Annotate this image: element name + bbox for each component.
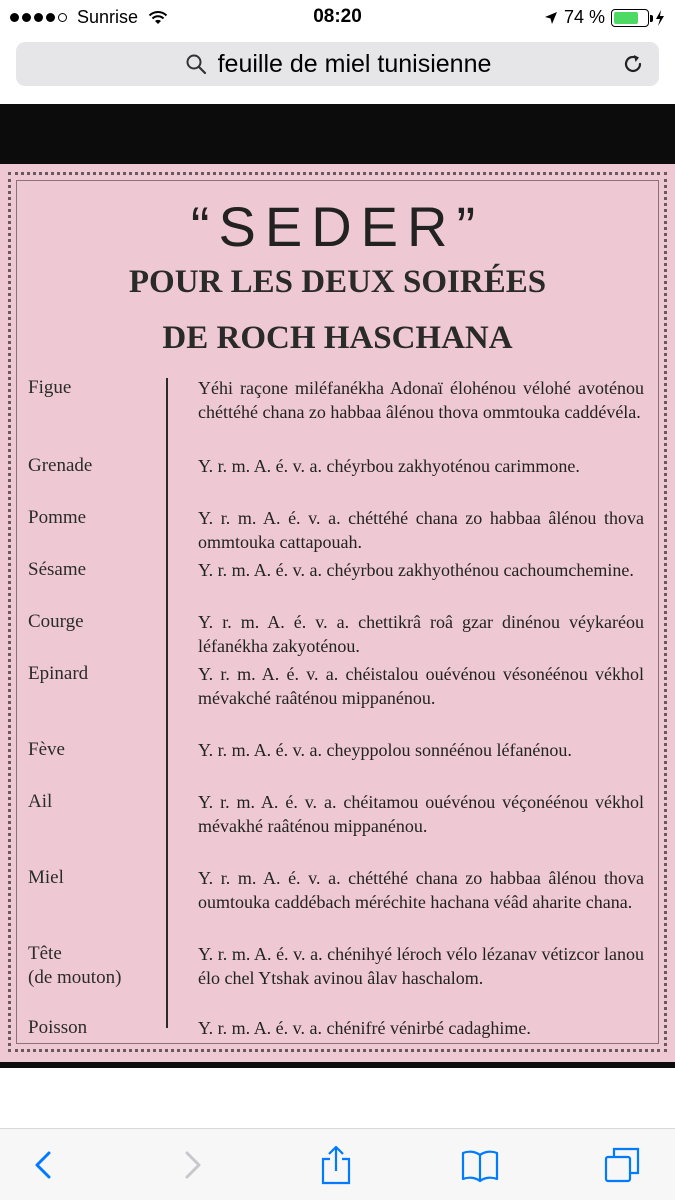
forward-icon[interactable] — [172, 1145, 212, 1185]
book-icon[interactable] — [460, 1145, 500, 1185]
column-divider — [166, 378, 168, 1028]
row-text: Y. r. m. A. é. v. a. chéitamou ouévénou véçonéénou vékhol mévakhé raâténou mippanénou. — [198, 792, 644, 836]
address-bar[interactable] — [16, 42, 659, 86]
battery-icon — [611, 9, 649, 27]
row-label: Tête (de mouton) — [28, 943, 122, 988]
status-time: 08:20 — [313, 6, 362, 27]
charging-bolt-icon — [655, 10, 665, 26]
seder-document — [0, 164, 675, 1062]
document-title: “SEDER” — [190, 195, 485, 258]
browser-toolbar — [0, 1128, 675, 1200]
search-icon — [184, 52, 208, 76]
row-text: Y. r. m. A. é. v. a. chénifré vénirbé cadaghime. — [198, 1018, 531, 1038]
document-subtitle-line1: POUR LES DEUX SOIRÉES — [128, 264, 547, 300]
row-label: Fève — [28, 739, 65, 760]
carrier-name: Sunrise — [77, 7, 139, 27]
row-text: Y. r. m. A. é. v. a. chéyrbou zakhyoténou carimmone. — [198, 456, 580, 476]
document-subtitle-line2: DE ROCH HASCHANA — [162, 320, 513, 356]
row-label: Poisson — [28, 1017, 88, 1038]
row-label: Ail — [28, 791, 53, 812]
row-text: Y. r. m. A. é. v. a. chéttéhé chana zo habbaa âlénou thova ommtouka cattapouah. — [198, 508, 644, 552]
row-text: Y. r. m. A. é. v. a. chénihyé léroch vélo lézanav vétizcor lanou élo chel Ytshak avinou âlav haschalom. — [198, 944, 644, 988]
row-text: Y. r. m. A. é. v. a. chettikrâ roâ gzar dinénou véykaréou léfanékha zakyoténou. — [198, 612, 644, 656]
row-label: Grenade — [28, 455, 93, 476]
row-label: Epinard — [28, 663, 89, 684]
row-label: Miel — [28, 867, 64, 888]
row-label: Courge — [28, 611, 84, 632]
row-text: Yéhi raçone miléfanékha Adonaï élohénou vélohé avoténou chéttéhé chana zo habbaa âlénou thova ommtouka caddévéla. — [198, 378, 644, 422]
search-query[interactable]: feuille de miel tunisienne — [217, 49, 492, 78]
status-right — [544, 7, 665, 28]
row-text: Y. r. m. A. é. v. a. chéttéhé chana zo habbaa âlénou thova oumtouka caddébach méréchite hachana véâd aharite chana. — [198, 868, 644, 912]
back-icon[interactable] — [24, 1145, 64, 1185]
battery-level — [614, 12, 638, 24]
row-text: Y. r. m. A. é. v. a. cheyppolou sonnéénou léfanénou. — [198, 740, 572, 760]
share-icon[interactable] — [316, 1145, 356, 1185]
tabs-icon[interactable] — [602, 1145, 642, 1185]
location-arrow-icon — [544, 11, 558, 25]
row-text: Y. r. m. A. é. v. a. chéistalou ouévénou vésonéénou vékhol mévakché raâténou mippanénou. — [198, 664, 644, 708]
reload-icon[interactable] — [621, 52, 645, 76]
row-label: Pomme — [28, 507, 87, 528]
row-text: Y. r. m. A. é. v. a. chéyrbou zakhyothénou cachoumchemine. — [198, 560, 634, 580]
status-bar — [0, 0, 675, 36]
row-label: Sésame — [28, 559, 87, 580]
row-label: Figue — [28, 377, 72, 398]
web-content[interactable] — [0, 104, 675, 1068]
battery-percent: 74 % — [563, 7, 605, 27]
